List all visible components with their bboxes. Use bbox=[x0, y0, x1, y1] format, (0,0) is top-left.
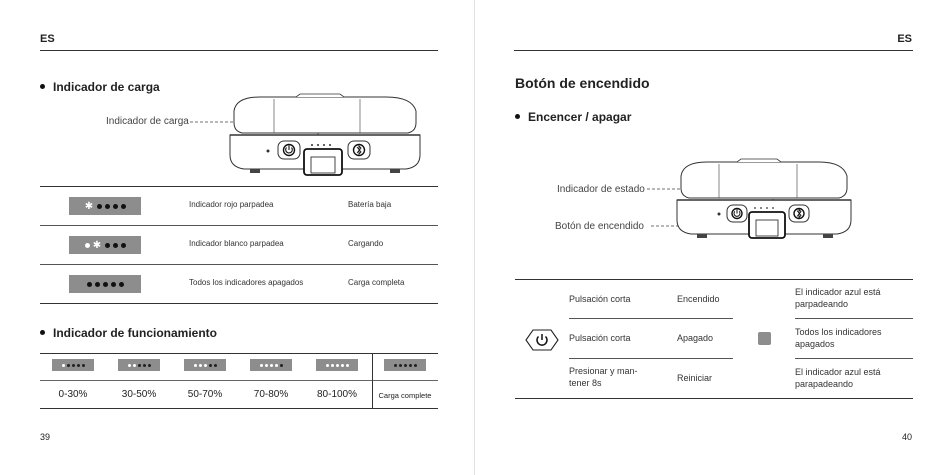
header-rule bbox=[514, 50, 913, 51]
action-text: Pulsación corta bbox=[569, 333, 631, 343]
header-rule bbox=[40, 50, 438, 51]
callout-power-button: Botón de encendido bbox=[555, 221, 644, 232]
function-indicator-table bbox=[40, 353, 438, 409]
result-text: Encendido bbox=[677, 294, 720, 304]
led-bar-all-off bbox=[69, 275, 141, 293]
table-rule bbox=[515, 279, 913, 280]
charge-desc: Indicador blanco parpadea bbox=[189, 239, 284, 248]
table-rule bbox=[795, 358, 913, 359]
led-bar-red-blinking bbox=[69, 197, 141, 215]
level-0-30: 0-30% bbox=[40, 353, 106, 409]
indicator-state: Todos los indicadores apagados bbox=[795, 327, 882, 349]
callout-status-indicator: Indicador de estado bbox=[557, 184, 645, 195]
level-full: Carga complete bbox=[372, 353, 438, 409]
result-text: Reiniciar bbox=[677, 373, 713, 383]
blinking-led-icon: ✱ bbox=[92, 239, 102, 251]
charge-desc: Indicador rojo parpadea bbox=[189, 200, 274, 209]
table-row bbox=[40, 187, 438, 225]
section-title-charge: Indicador de carga bbox=[40, 80, 160, 94]
level-80-100: 80-100% bbox=[304, 353, 370, 409]
page-number: 40 bbox=[901, 432, 912, 442]
earbuds-case-illustration bbox=[647, 158, 867, 248]
action-text: Pulsación corta bbox=[569, 294, 631, 304]
result-text: Apagado bbox=[677, 333, 714, 343]
page-number: 39 bbox=[40, 432, 51, 442]
table-rule bbox=[40, 303, 438, 304]
section-title-power: Encencer / apagar bbox=[515, 110, 631, 124]
earbuds-case-illustration bbox=[190, 93, 430, 183]
table-rule bbox=[515, 398, 913, 399]
indicator-off-square bbox=[758, 332, 771, 345]
charge-desc: Todos los indicadores apagados bbox=[189, 278, 304, 287]
level-70-80: 70-80% bbox=[238, 353, 304, 409]
callout-charge-indicator: Indicador de carga bbox=[106, 116, 189, 127]
level-30-50: 30-50% bbox=[106, 353, 172, 409]
charge-state: Carga completa bbox=[348, 278, 405, 287]
table-rule bbox=[569, 358, 733, 359]
indicator-state: El indicador azul está parpadeando bbox=[795, 287, 881, 309]
table-row bbox=[40, 226, 438, 264]
language-tag: ES bbox=[40, 33, 55, 45]
table-rule bbox=[569, 318, 733, 319]
blinking-led-icon: ✱ bbox=[84, 200, 94, 212]
indicator-state: El indicador azul está parapadeando bbox=[795, 367, 881, 389]
table-rule bbox=[795, 318, 913, 319]
page-title: Botón de encendido bbox=[515, 75, 650, 91]
language-tag: ES bbox=[897, 33, 912, 45]
section-title-function: Indicador de funcionamiento bbox=[40, 326, 217, 340]
action-text: Presionar y man-tener 8s bbox=[569, 366, 638, 388]
led-bar-white-blinking bbox=[69, 236, 141, 254]
charge-state: Cargando bbox=[348, 239, 384, 248]
table-row bbox=[40, 265, 438, 303]
right-page bbox=[475, 0, 950, 475]
power-button-icon bbox=[525, 329, 559, 351]
charge-state: Batería baja bbox=[348, 200, 392, 209]
level-50-70: 50-70% bbox=[172, 353, 238, 409]
